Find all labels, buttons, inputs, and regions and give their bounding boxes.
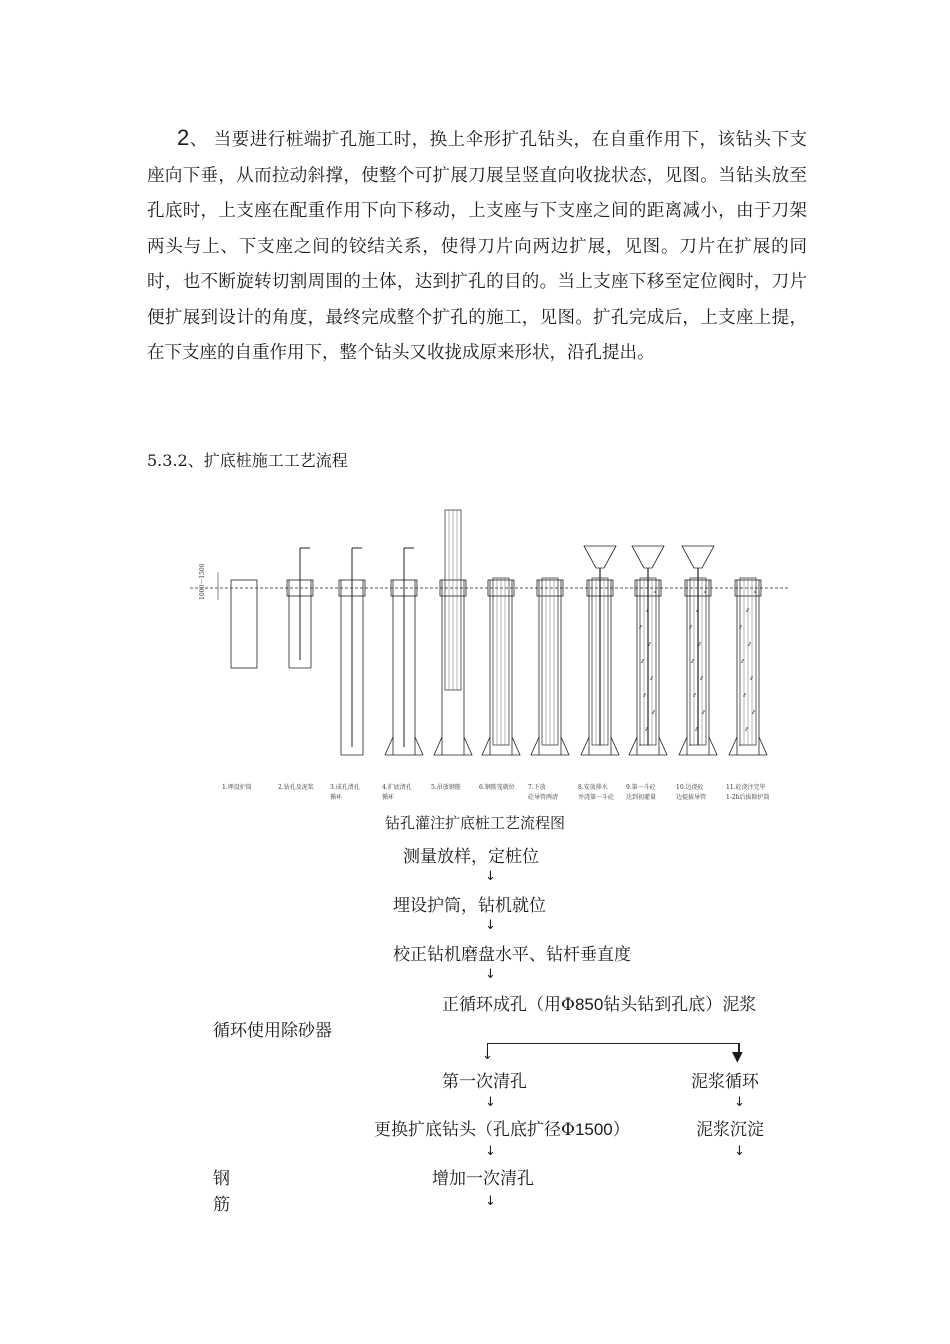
concrete-dot: [691, 661, 693, 663]
concrete-dot: [652, 712, 654, 714]
concrete-dot: [694, 693, 696, 695]
concrete-dot: [748, 644, 750, 646]
step-label-3: 3.成孔清孔: [330, 784, 360, 791]
concrete-dot: [646, 727, 648, 729]
step-label-2: 2.钻孔及泥浆: [278, 784, 314, 791]
step-label-8: 并浇第一斗砼: [578, 794, 615, 801]
step-label-7: 砼导管两清: [528, 794, 559, 801]
step-label-8: 8.安放排水: [578, 784, 608, 791]
concrete-dot: [697, 608, 699, 610]
concrete-dot: [751, 676, 753, 678]
flow-step-4-number: 850: [574, 995, 604, 1014]
concrete-dot: [644, 693, 646, 695]
flow-step-2: 埋设护筒，钻机就位: [393, 896, 546, 916]
concrete-dot: [651, 676, 653, 678]
paragraph-text: 、 当要进行桩端扩孔施工时，换上伞形扩孔钻头，在自重作用下，该钻头下支座向下垂，从而拉动斜撑，使整个可扩展刀展呈竖直向收拢状态，见图。当钻头放至孔底时，上支座在配重作用下向下移动，上支座与下支座之间的距离减小，由于刀架两头与上、下支座之间的铰结关系，使得刀片向两边扩展，见图。刀片在扩展的同时，也不断旋转切割周围的土体，达到扩孔的目的。当上支座下移至定位阀时，刀片便扩展到设计的角度，最终完成整个扩孔的施工，见图。扩孔完成后，上支座上提，在下支座的自重作用下，整个钻头又收拢成原来形状，沿孔提出。: [147, 130, 807, 363]
step-label-4: 4.扩底清孔: [382, 784, 412, 791]
concrete-dot: [703, 710, 705, 712]
concrete-dot: [752, 712, 754, 714]
concrete-dot: [639, 744, 641, 746]
pile-diagram-10: [679, 546, 717, 755]
concrete-dot: [696, 727, 698, 729]
arrow-down-icon: ↓: [485, 869, 496, 884]
concrete-dot: [744, 693, 746, 695]
concrete-dot: [650, 678, 652, 680]
concrete-dot: [700, 678, 702, 680]
concrete-dot: [645, 729, 647, 731]
pile-diagram-3: [339, 548, 365, 755]
flow-step-6-side: 泥浆沉淀: [696, 1120, 764, 1140]
funnel-hopper: [584, 546, 616, 568]
concrete-dot: [689, 744, 691, 746]
flow-step-6: [374, 1115, 630, 1140]
step-label-9: 9.第一斗砼: [626, 784, 656, 791]
flow-step-5: 第一次清孔: [442, 1072, 527, 1092]
step-label-7: 7.下放: [528, 784, 546, 791]
pile-diagram-1: [231, 580, 257, 668]
concrete-dot: [648, 644, 650, 646]
step-label-5: 5.吊放钢筋: [431, 784, 461, 791]
concrete-dot: [642, 659, 644, 661]
flow-step-6-number: 1500: [574, 1120, 613, 1139]
concrete-dot: [746, 727, 748, 729]
flow-step-4: [442, 990, 756, 1015]
flow-step-3: 校正钻机磨盘水平、钻杆垂直度: [393, 945, 631, 965]
step-label-6: 6.钢筋笼就位: [479, 784, 515, 791]
enlarged-base: [434, 737, 472, 755]
concrete-dot: [746, 610, 748, 612]
concrete-dot: [690, 625, 692, 627]
figure-caption: 钻孔灌注扩底桩工艺流程图: [384, 814, 565, 832]
flow-step-4-continued: 循环使用除砂器: [213, 1021, 332, 1041]
step-label-10: 10.边浇砼: [676, 784, 704, 791]
concrete-dot: [695, 729, 697, 731]
funnel-hopper: [682, 546, 714, 568]
concrete-dot: [643, 695, 645, 697]
arrow-down-icon: ↓: [482, 1048, 493, 1063]
concrete-dot: [747, 608, 749, 610]
pile-diagram-5: [434, 510, 472, 755]
concrete-dot: [701, 676, 703, 678]
arrow-down-icon: ↓: [734, 1144, 745, 1159]
pile-diagram-2: [287, 548, 313, 668]
arrow-down-icon: ↓: [734, 1095, 745, 1110]
arrow-down-icon: ↓: [485, 1095, 496, 1110]
pile-diagram-6: [482, 578, 520, 755]
branch-line: [487, 1043, 739, 1044]
concrete-dot: [739, 627, 741, 629]
step-label-9: 达到初灌量: [626, 794, 657, 801]
flow-step-6-text-a: 更换扩底钻头（孔底扩径Φ: [374, 1120, 575, 1140]
step-label-11: 11.砼浇注完毕: [726, 784, 766, 791]
step-label-11: 1-2h后拔除护筒: [726, 794, 770, 801]
concrete-dot: [647, 608, 649, 610]
step-label-1: 1.埋设护筒: [222, 784, 252, 791]
concrete-dot: [742, 659, 744, 661]
flow-step-1: 测量放样，定桩位: [403, 847, 539, 867]
pile-process-figure: [190, 500, 790, 810]
pile-diagram-11: [729, 578, 767, 755]
flow-step-4-text-b: 钻头钻到孔底）泥浆: [603, 995, 757, 1015]
step-label-10: 边提拔导管: [676, 794, 707, 801]
concrete-dot: [649, 642, 651, 644]
concrete-dot: [753, 710, 755, 712]
pile-diagram-8: [581, 546, 619, 755]
arrow-down-icon: ↓: [485, 1194, 496, 1209]
funnel-hopper: [632, 546, 664, 568]
concrete-dot: [646, 610, 648, 612]
concrete-dot: [740, 625, 742, 627]
concrete-dot: [639, 627, 641, 629]
concrete-dot: [749, 642, 751, 644]
dimension-marker: [199, 563, 218, 600]
side-label-steel-2: 筋: [213, 1195, 230, 1215]
section-heading: 5.3.2、扩底桩施工工艺流程: [147, 451, 348, 470]
concrete-dot: [743, 695, 745, 697]
paragraph-number: 2: [177, 125, 190, 150]
concrete-dot: [654, 591, 656, 593]
concrete-dot: [739, 744, 741, 746]
flow-step-5-side: 泥浆循环: [691, 1072, 759, 1092]
pile-diagram-7: [531, 578, 569, 755]
flow-step-4-text-a: 正循环成孔（用Φ: [442, 995, 575, 1015]
concrete-dot: [692, 659, 694, 661]
concrete-dot: [689, 627, 691, 629]
concrete-dot: [696, 610, 698, 612]
flow-step-6-text-b: ）: [612, 1120, 630, 1140]
arrow-down-icon: ↓: [485, 1144, 496, 1159]
concrete-dot: [702, 712, 704, 714]
concrete-dot: [698, 644, 700, 646]
arrow-down-icon: ↓: [485, 967, 496, 982]
step-label-3: 循环: [330, 794, 343, 801]
dimension-label: 1000～1500: [199, 563, 206, 600]
side-label-steel-1: 钢: [213, 1169, 230, 1189]
concrete-dot: [741, 661, 743, 663]
pile-diagram-9: [629, 546, 667, 755]
body-paragraph: [147, 120, 807, 372]
step-label-4: 循环: [382, 794, 395, 801]
concrete-dot: [699, 642, 701, 644]
concrete-dot: [745, 729, 747, 731]
concrete-dot: [653, 710, 655, 712]
arrow-down-icon: ↓: [485, 918, 496, 933]
concrete-dot: [693, 695, 695, 697]
concrete-dot: [640, 625, 642, 627]
arrow-down-icon: ▼: [732, 1049, 743, 1065]
pile-diagram-4: [385, 548, 423, 755]
casing: [231, 580, 257, 668]
concrete-dot: [641, 661, 643, 663]
concrete-dot: [754, 591, 756, 593]
concrete-dot: [704, 591, 706, 593]
flow-step-7: 增加一次清孔: [432, 1169, 534, 1189]
concrete-dot: [750, 678, 752, 680]
